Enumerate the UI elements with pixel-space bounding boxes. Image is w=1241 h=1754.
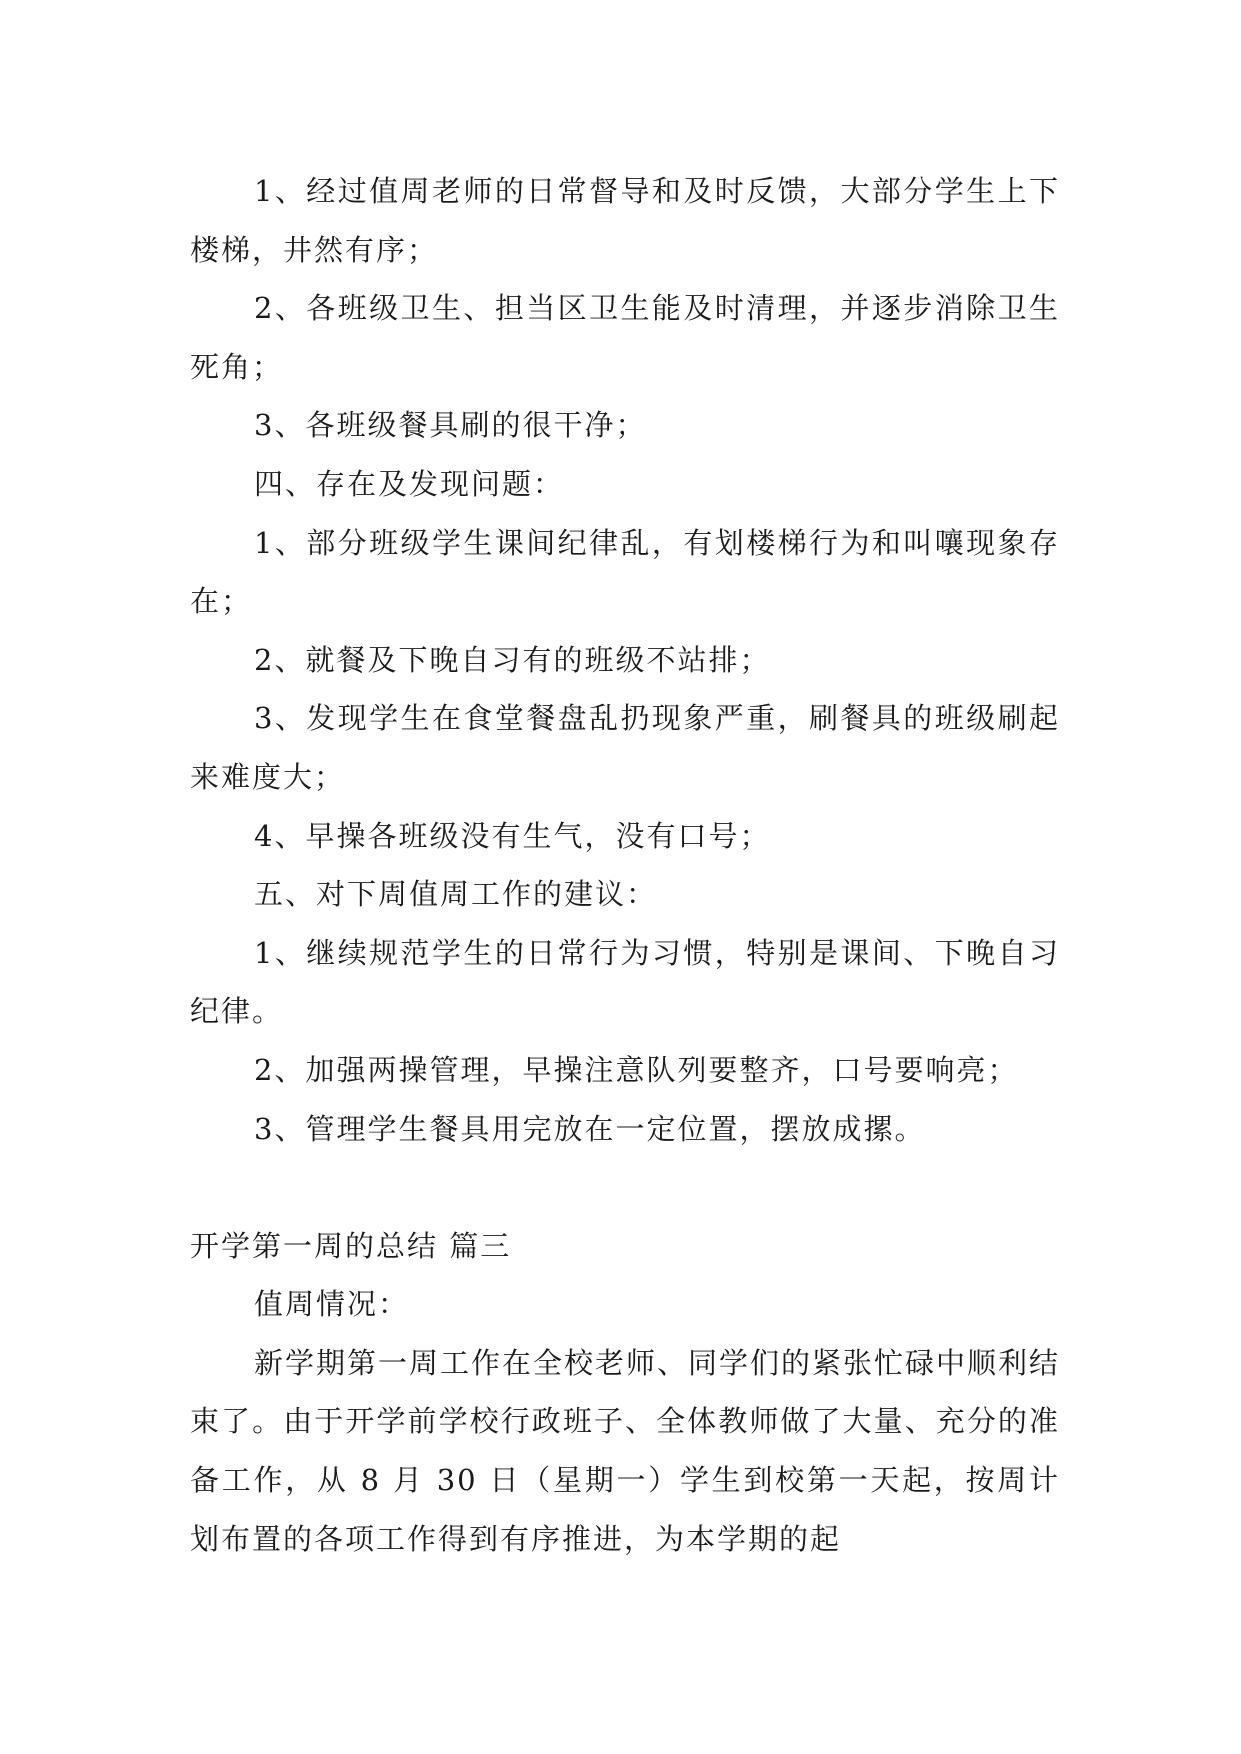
section-heading: 四、存在及发现问题： [254, 466, 565, 501]
paragraph: 1、部分班级学生课间纪律乱，有划楼梯行为和叫嚷现象存在； [190, 525, 1060, 619]
paragraph: 2、就餐及下晚自习有的班级不站排； [254, 642, 771, 677]
paragraph: 2、加强两操管理，早操注意队列要整齐，口号要响亮； [254, 1052, 1019, 1087]
paragraph: 3、发现学生在食堂餐盘乱扔现象严重，刷餐具的班级刷起来难度大； [190, 701, 1060, 794]
document-body [190, 162, 1060, 1568]
paragraph: 1、经过值周老师的日常督导和及时反馈，大部分学生上下楼梯，井然有序； [190, 174, 1060, 267]
paragraph: 1、继续规范学生的日常行为习惯，特别是课间、下晚自习纪律。 [190, 935, 1060, 1029]
paragraph: 3、管理学生餐具用完放在一定位置，摆放成摞。 [254, 1111, 926, 1146]
subheading: 值周情况： [254, 1287, 410, 1322]
paragraph: 3、各班级餐具刷的很干净； [254, 408, 647, 443]
blank-line [190, 1158, 1060, 1217]
section-heading: 五、对下周值周工作的建议： [254, 877, 658, 912]
article-title: 开学第一周的总结 篇三 [190, 1228, 512, 1263]
paragraph: 2、各班级卫生、担当区卫生能及时清理，并逐步消除卫生死角； [190, 291, 1060, 384]
paragraph: 新学期第一周工作在全校老师、同学们的紧张忙碌中顺利结束了。由于开学前学校行政班子、全体教师做了大量、充分的准备工作，从 8 月 30 日（星期一）学生到校第一天起，按周计划布置的各项工作得到有序推进，为本学期的起 [190, 1345, 1061, 1556]
paragraph: 4、早操各班级没有生气，没有口号； [254, 818, 771, 853]
